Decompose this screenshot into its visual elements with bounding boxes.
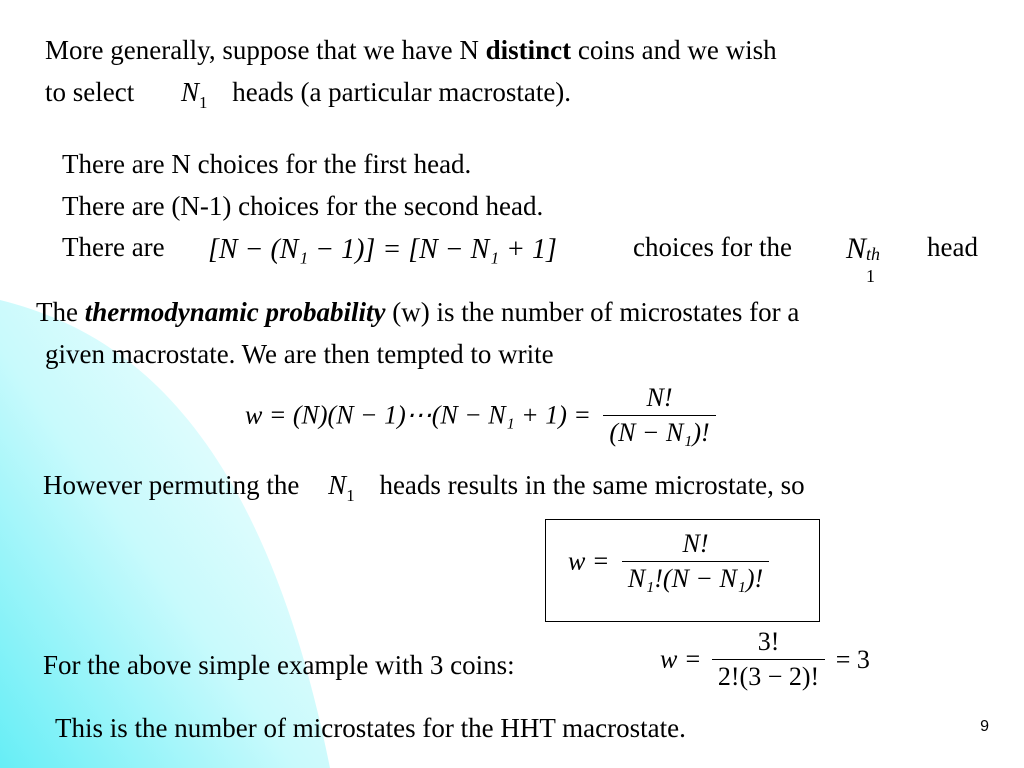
var-N1-th: N th 1 [846,232,881,286]
example-text: For the above simple example with 3 coins: [43,650,515,680]
equation-tempted: w = (N)(N − 1)⋯(N − N₁ + 1) = $\frac{N!}{\text{(N − N₁)!}}$ [245,383,716,448]
equation-result: w = $\frac{N!}{\text{N₁!(N − N₁)!}}$ [568,529,769,594]
choices-expression: [N − (N₁ − 1)] = [N − N₁ + 1] [208,234,557,265]
result-box [545,519,820,622]
choices-line3-pre: There are [62,232,165,262]
intro-line1: More generally, suppose that we have N distinct coins and we wish [45,35,777,65]
conclusion-text: This is the number of microstates for the HHT macrostate. [55,713,686,743]
page-number: 9 [980,718,989,735]
choices-line2: There are (N-1) choices for the second head. [62,191,544,221]
var-N1: $N_1$ [180,77,208,112]
permute-line: However permuting the $N_1$ heads results in the same microstate, so [43,470,805,505]
choices-line3-mid: choices for the [633,232,792,262]
definition-line1: The thermodynamic probability (w) is the number of microstates for a [36,297,800,327]
choices-line3-post: head [927,232,978,262]
intro-line2: to select $N_1$ heads (a particular macrostate). [45,77,572,112]
definition-line2: given macrostate. We are then tempted to write [45,339,554,369]
choices-line1: There are N choices for the first head. [62,149,472,179]
equation-example: w = $\frac{3!}{2!(3 - 2)!}$ = 3 [660,627,870,691]
